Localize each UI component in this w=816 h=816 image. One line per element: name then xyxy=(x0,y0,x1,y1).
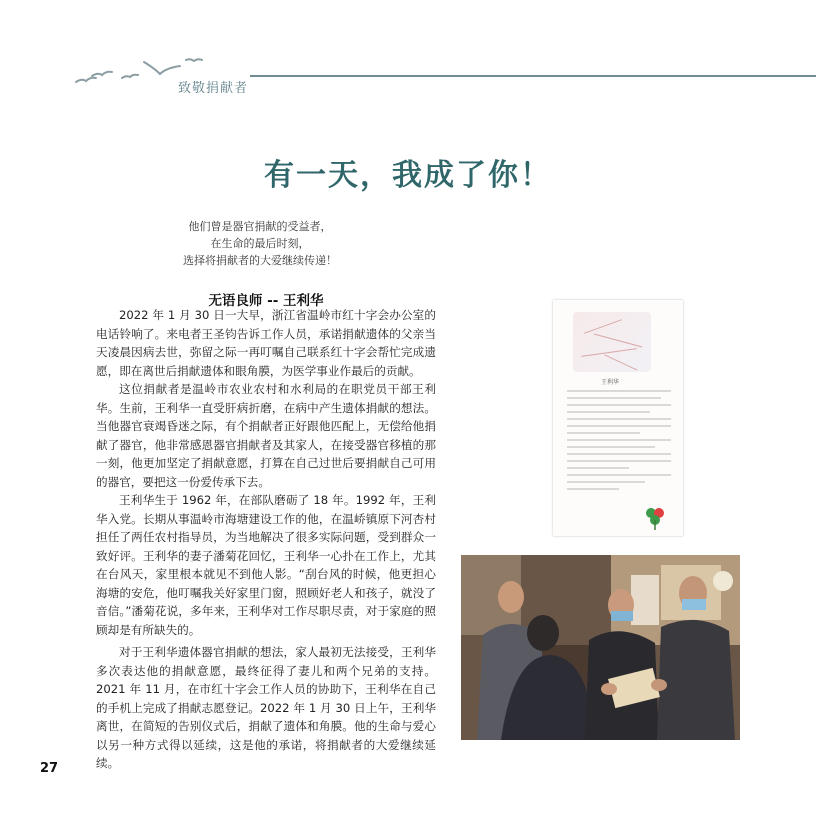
article-paragraph: 2022 年 1 月 30 日一大早，浙江省温岭市红十字会办公室的电话铃响了。来电者王圣钧告诉工作人员，承诺捐献遗体的父亲当天凌晨因病去世，弥留之际一再叮嘱自己联系红十字会帮忙完成遗愿，即在离世后捐献遗体和眼角膜，为医学事业作最后的贡献。 xyxy=(96,308,436,378)
article-body xyxy=(96,306,436,773)
subtitle xyxy=(160,218,360,269)
section-label: 致敬捐献者 xyxy=(178,81,249,96)
article-paragraph: 王利华生于 1962 年，在部队磨砺了 18 年。1992 年，王利华入党。长期从事温岭市海塘建设工作的他，在温峤镇原下河杏村担任了两任农村指导员，为当地解决了很多实际问题，受到群众一致好评。王利华的妻子潘菊花回忆，王利华一心扑在工作上，尤其在台风天，家里根本就见不到他人影。“刮台风的时候，他更担心海塘的安危，他叮嘱我关好家里门窗，照顾好老人和孩子，就没了音信。”潘菊花说，多年来，王利华对工作尽职尽责，对于家庭的照顾却是有所缺失的。 xyxy=(96,493,436,637)
donor-letter-image xyxy=(553,300,683,536)
letter-sketch xyxy=(573,312,651,372)
clover-icon xyxy=(643,505,667,531)
page-number: 27 xyxy=(40,761,59,776)
article-paragraph: 对于王利华遗体器官捐献的想法，家人最初无法接受，王利华多次表达他的捐献意愿，最终征得了妻儿和两个兄弟的支持。2021 年 11 月，在市红十字会工作人员的协助下，王利华在自己的手机上完成了捐献志愿登记。2022 年 1 月 30 日上午，王利华离世，在简短的告别仪式后，捐献了遗体和角膜。他的生命与爱心以另一种方式得以延续，这是他的承诺，将捐献者的大爱继续延续。 xyxy=(96,645,436,770)
letter-signature: 王利华 xyxy=(601,379,620,386)
subtitle-line: 他们曾是器官捐献的受益者， xyxy=(188,220,332,233)
header-rule xyxy=(250,75,816,77)
article-title: 无语良师 -- 王利华 xyxy=(208,293,324,309)
subtitle-line: 选择将捐献者的大爱继续传递！ xyxy=(183,254,337,267)
ceremony-photo xyxy=(461,555,740,740)
letter-text-lines xyxy=(567,390,671,495)
page-title: 有一天，我成了你！ xyxy=(264,158,552,193)
article-paragraph: 这位捐献者是温岭市农业农村和水利局的在职党员干部王利华。生前，王利华一直受肝病折磨，在病中产生遗体捐献的想法。当他器官衰竭昏迷之际，有个捐献者正好跟他匹配上，无偿给他捐献了器官，他非常感恩器官捐献者及其家人，在接受器官移植的那一刻，他更加坚定了捐献意愿，打算在自己过世后要捐献自己可用的器官，要把这一份爱传承下去。 xyxy=(96,382,436,489)
subtitle-line: 在生命的最后时刻， xyxy=(210,237,310,250)
